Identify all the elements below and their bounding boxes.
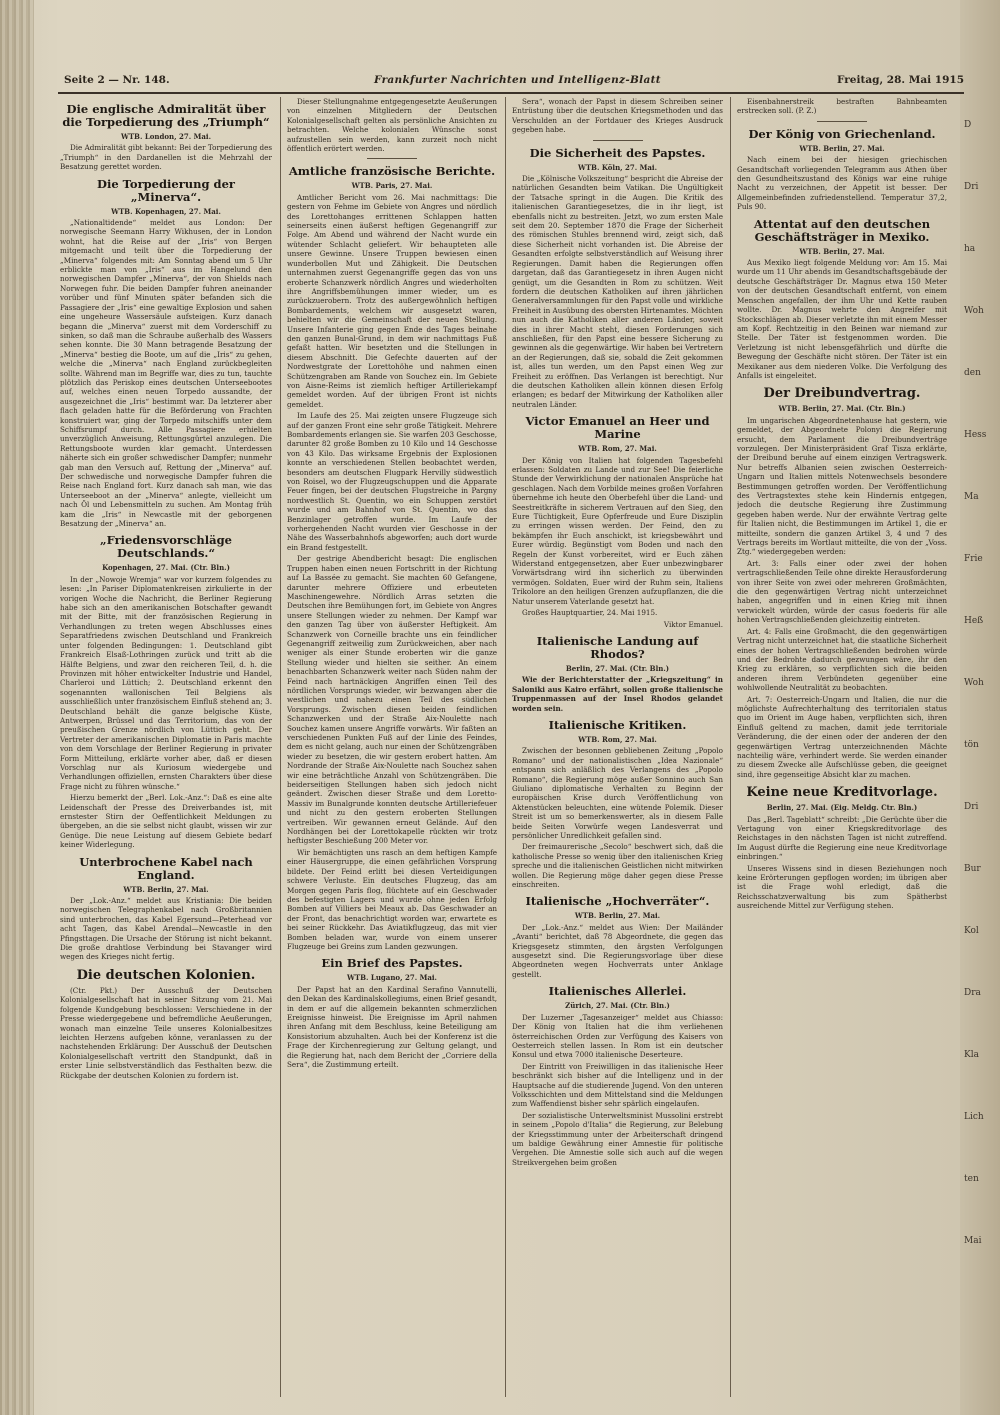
dateline: WTB. Berlin, 27. Mai. (Ctr. Bln.) [778, 404, 906, 414]
article-separator [593, 140, 643, 141]
article-text: Art. 7: Oesterreich-Ungarn und Italien, die nur die möglichste Aufrechterhaltung des territorialen status quo im Orient im Auge haben, verpflichten sich, ihren Einfluß geltend zu machen, damit jede territoriale Veränderung, die der einen oder der anderen der den gegenwärtigen Vertrag unterzeichnenden Mächte nachteilig wäre, verhindert werde. Sie werden einander zu diesem Zwecke alle Aufschlüsse geben, die geeignet sind, ihre gegenseitige Absicht klar zu machen. [737, 694, 947, 779]
adjacent-page-fragment: tön [964, 740, 979, 750]
article-text: Art. 3: Falls einer oder zwei der hohen vertragschließenden Teile ohne direkte Herausforderung von ihrer Seite von zwei oder mehreren Großmächten, die den gegenwärtigen Vertrag nicht unterzeichnet haben, angegriffen und in einen Krieg mit ihnen verwickelt würden, würde der casus foederis für alle hohen Vertragschließenden gleichzeitig eintreten. [737, 558, 947, 625]
signature-name: Viktor Emanuel. [663, 619, 723, 629]
headline-victor-emanuel: Victor Emanuel an Heer und Marine [525, 414, 710, 442]
article-text: Die „Kölnische Volkszeitung“ bespricht die Abreise der natürlichen Gesandten beim Vatikan. Die Ungültigkeit der Tatsache springt in die Augen. Die Kritik des italienischen Garantiegesetzes, die in ihr liegt, ist ebenfalls nicht zu bestreiten. Jetzt, wo zum ersten Male seit dem 20. September 1870 die Frage der Sicherheit des römischen Stuhles brennend wird, zeigt sich, daß diese Sicherheit nicht vorhanden ist. Die Abreise der Gesandten erfolgte selbstverständlich auf Weisung ihrer Regierungen. Damit haben die Regierungen offen dargetan, daß das Garantiegesetz in ihren Augen nicht genügt, um die Gesandten in Rom zu schützen. Weit fordern die deutschen Katholiken auf ihren jährlichen Generalversammlungen für den Papst volle und wirkliche Freiheit in Ausübung des obersten Hirtenamtes. Möchten nun auch die Katholiken aller anderen Länder, soweit dies in ihrer Macht steht, diesen Forderungen sich anschließen, für den Papst eine bessere Sicherung zu gewinnen als die gegenwärtige. Wir haben bei Vertretern an der Regierungen, daß sie, sobald die Zeit gekommen ist, alles tun werden, um den Papst einen Weg zur Freiheit zu eröffnen. Das Verlangen ist berechtigt. Nur die deutschen Katholiken allein können diesen Erfolg erlangen; es bedarf der Mitwirkung der Katholiken aller neutralen Länder. [512, 174, 723, 409]
article-text: Im Laufe des 25. Mai zeigten unsere Flugzeuge sich auf der ganzen Front eine sehr große Tätigkeit. Mehrere Bombardements erlangen sie. Sie warfen 203 Geschosse, darunter 82 große Bomben zu 10 Kilo und 14 Geschosse von 43 Kilo. Das wirksame Ergebnis der Explosionen konnte an verschiedenen Stellen beobachtet werden, besonders am deutschen Flugpark Hervilly südwestlich von Roisel, wo der Flugzeugschuppen und die Apparate Feuer fingen, bei der deutschen Flugstreiche in Pargny nordwestlich St. Quentin, wo ein Schuppen zerstört wurde und am Bahnhof von St. Quentin, wo das Benzinlager getroffen wurde. Im Laufe der vorhergehenden Nacht wurden vier Geschosse in der Nähe des Wasserbahnhofs abgeworfen; auch dort wurde ein Brand festgestellt. [287, 411, 497, 552]
dateline: Zürich, 27. Mai. (Ctr. Bln.) [565, 1001, 670, 1011]
adjacent-page-fragment: ten [964, 1174, 979, 1184]
headline-minerva: Die Torpedierung der „Minerva“. [97, 176, 235, 204]
headline-allerlei: Italienisches Allerlei. [548, 984, 687, 999]
article-text: Der Eintritt von Freiwilligen in das italienische Heer beschränkt sich bisher auf die Intelligenz und in der Hauptsache auf die studierende Jugend. Von den unteren Volksschichten und dem Mittelstand sind die Meldungen zum Waffendienst bisher sehr spärlich eingelaufen. [512, 1061, 723, 1109]
column-4 [737, 97, 947, 1397]
article-separator [367, 158, 417, 159]
article-text: Der König von Italien hat folgenden Tagesbefehl erlassen: Soldaten zu Lande und zur See! Die feierliche Stunde der Verwirklichung der nationalen Ansprüche hat geschlagen. Nach dem Vorbilde meines großen Vorfahren übernehme ich heute den Oberbefehl über die Land- und Seestreitkräfte in sicherem Vertrauen auf den Sieg, den Eure Tüchtigkeit, Eure Opferfreude und Eure Disziplin zu erringen wissen werden. Der Feind, den zu bekämpfen ihr Euch anschickt, ist kriegsbewährt und Eurer würdig. Begünstigt vom Boden und nach den Regeln der Kunst vorbereitet, wird er Euch zähen Widerstand entgegensetzen, aber Euer unbezwingbarer Vorwärtsdrang wird ihn sicherlich zu überwinden vermögen. Soldaten, Euer wird der Ruhm sein, Italiens Trikolore an den heiligen Grenzen aufzupflanzen, die die Natur unserem Vaterlande gesetzt hat. [512, 455, 723, 606]
article-text: Der Papst hat an den Kardinal Serafino Vannutelli, den Dekan des Kardinalskollegiums, einen Brief gesandt, in dem er auf die allgemein bekannten schmerzlichen Ereignisse hinweist. Die Ereignisse im April nahmen ihren Anfang mit dem Beschluss, keine Beteiligung am Konsistorium abzuhalten. Auch bei der Konferenz ist die Frage der Kirchenregierung zur Geltung gelangt, und die Regierung hat, nach dem Bericht der „Corriere della Sera“, die Zustimmung erteilt. [287, 984, 497, 1069]
adjacent-page-fragment: ha [964, 244, 976, 254]
article-text: Hierzu bemerkt der „Berl. Lok.-Anz.“: Daß es eine alte Leidenschaft der Presse des Dreiverbandes ist, mit ernstester Stirn der Oeffentlichkeit Meldungen zu übergeben, an die sie selbst nicht glaubt, wissen wir zur Genüge. Die neue Leistung auf diesem Gebiete bedarf keiner Widerlegung. [60, 793, 272, 850]
article-text: Der „Lok.-Anz.“ meldet aus Wien: Der Mailänder „Avanti“ berichtet, daß 78 Abgeordnete, die gegen das Kriegsgesetz stimmten, den ärgsten Verfolgungen ausgesetzt sind. Die Regierungsvorlage über diese Abgeordneten wegen Hochverrats unter Anklage gestellt. [512, 922, 723, 979]
article-text: „Nationaltidende“ meldet aus London: Der norwegische Seemann Harry Wikhusen, der in London wohnt, hat die Reise auf der „Iris“ von Bergen mitgemacht und teilt über die Torpedierung der „Minerva“ folgendes mit: Am Sonntag abend um 5 Uhr erblickte man von „Iris“ aus im Hangelund den norwegischen Dampfer „Minerva“, der von Shields nach Norwegen fuhr. Die beiden Dampfer fuhren aneinander vorüber und fünf Minuten später befanden sich die Passagiere der „Iris“ eine gewaltige Explosion und sahen eine ungeheure Wassersäule aufsteigen. Kurz danach begann die „Minerva“ zuerst mit dem Vorderschiff zu sinken, so daß man die Schraube außerhalb des Wassers sehen konnte. Die 30 Mann betragende Besatzung der „Minerva“ bestieg die Boote, um auf die „Iris“ zu gehen, welche die „Minerva“ nach England zurückbegleiten sollte. Während man im Begriffe war, dies zu tun, tauchte plötzlich das Periskop eines deutschen Unterseebootes auf, welches einen neuen Torpedo aussandte, der ausgezeichnet die „Iris“ bestimmt war. Da letzterer aber flach geladen hatte für die Beförderung von Frachten konstruiert war, ging der Torpedo mitschiffs unter dem Schiffsrumpf durch. Alle Passagiere erhielten unverzüglich Anweisung, Rettungsgürtel anzulegen. Die Rettungsboote wurden klar gemacht. Unterdessen näherte sich ein großer schwedischer Dampfer; nunmehr gab man den Versuch auf, Rettung der „Minerva“ auf. Der schwedische und norwegische Dampfer fuhren die Reise nach England fort. Kurz danach sah man, wie das Unterseeboot an der „Minerva“ anlegte, vielleicht um nach Öl und Lebensmitteln zu suchen. Am Montag früh kam die „Iris“ in Newcastle mit der geborgenen Besatzung der „Minerva“ an. [60, 218, 272, 529]
adjacent-page-fragment: Lich [964, 1112, 984, 1122]
column-rule [505, 97, 506, 1397]
headline-attentat-mexiko: Attentat auf den deutschen Geschäftsträger in Mexiko. [753, 216, 931, 244]
article-text: Der freimaurerische „Secolo“ beschwert sich, daß die katholische Presse so wenig über den italienischen Krieg spreche und die italienischen Geistlichen nicht mitwirken wollen. Die Regierung möge daher gegen diese Presse einschreiten. [512, 842, 723, 890]
article-text: Unseres Wissens sind in diesen Beziehungen noch keine Erörterungen gepflogen worden; im übrigen aber ist die Frage wohl erledigt, daß die Reichsschatzverwaltung bis zum Spätherbst ausreichende Mittel zur Verfügung stehen. [737, 863, 947, 911]
article-text: Der sozialistische Unterweltsminist Mussolini erstrebt in seinem „Popolo d'Italia“ die Regierung, zur Belebung der Kriegsstimmung unter der Arbeiterschaft dringend um baldige Gewährung einer Amnestie für politische Vergehen. Die Amnestie solle sich auch auf die wegen Streikvergehen beim großen [512, 1110, 723, 1167]
dateline: WTB. Rom, 27. Mai. [578, 444, 657, 454]
article-text: Der gestrige Abendbericht besagt: Die englischen Truppen haben einen neuen Fortschritt in der Richtung auf La Bassée zu gemacht. Sie machten 60 Gefangene, darunter mehrere Offiziere und erbeuteten Maschinengewehre. Nördlich Arras setzten die Deutschen ihre Bemühungen fort, im Gebiete von Angres unsere Stellungen wieder zu nehmen. Der Kampf war den ganzen Tag über von äußerster Heftigkeit. Am Schanzwerk von Corneille brachte uns ein feindlicher Gegenangriff zeitweilig zum Zurückweichen, aber nach weniger als einer Stunde eroberten wir die ganze Stellung wieder und hielten sie seither. An einem benachbarten Schanzwerk weiter nach Süden nahm der Feind nach hartnäckigen Angriffen einen Teil des nördlichen Vorsprungs wieder, wir bezwangen aber die westlichen und nahezu einen Teil des südlichen Vorsprungs. Zwischen diesen beiden feindlichen Schanzwerken und der Straße Aix-Noulette nach Souchez kamen unsere Angriffe vorwärts. Wir faßten an verschiedenen Punkten Fuß auf der Linie des Feindes, dem es nicht gelang, auch nur einen der Schützengräben wieder zu besetzen, die wir gestern erobert hatten. Am Nordrande der Straße Aix-Noulette nach Souchez sahen wir eine beträchtliche Anzahl von Schützengräben. Die beiderseitigen Stellungen haben sich jedoch nicht geändert. Zwischen dieser Straße und dem Loretto-Massiv im Bunalgrunde konnten deutsche Artilleriefeuer und nicht zu den gestern eroberten Stellungen vertreiben. Wir gewannen erneut Gelände. Auf den Nordhängen bei der Lorettokapelle rückten wir trotz heftigster Beschießung 200 Meter vor. [287, 554, 497, 846]
adjacent-page-fragment: Kol [964, 926, 979, 936]
column-rule [730, 97, 731, 1397]
article-text: Nach einem bei der hiesigen griechischen Gesandtschaft vorliegenden Telegramm aus Athen über den Gesundheitszustand des Königs war eine ruhige Nacht zu verzeichnen, der Appetit ist besser. Der Allgemeinbefinden zufriedenstellend. Temperatur 37,2, Puls 90. [737, 155, 947, 212]
signature-place: Großes Hauptquartier, 24. Mai 1915. [522, 608, 658, 618]
adjacent-page-fragment: Hess [964, 430, 987, 440]
dateline: WTB. Berlin, 27. Mai. [799, 246, 885, 256]
article-text: Sera“, wonach der Papst in diesem Schreiben seiner Entrüstung über die deutschen Kriegsmethoden und das Verschulden an der Fortdauer des Krieges Ausdruck gegeben habe. [512, 97, 723, 135]
article-text: Eisenbahnerstreik bestraften Bahnbeamten erstrecken soll. (P. Z.) [737, 97, 947, 116]
article-text: Art. 4: Falls eine Großmacht, die den gegenwärtigen Vertrag nicht unterzeichnet hat, die staatliche Sicherheit eines der hohen Vertragschließenden bedrohen würde und der Bedrohte dadurch gezwungen wäre, ihr den Krieg zu erklären, so verpflichten sich die beiden anderen ihrem Verbündeten gegenüber eine wohlwollende Neutralität zu beobachten. [737, 626, 947, 693]
dateline: Berlin, 27. Mai. (Ctr. Bln.) [565, 663, 670, 673]
column-rule [280, 97, 281, 1397]
left-binding-edge [0, 0, 34, 1415]
article-text: Zwischen der besonnen gebliebenen Zeitung „Popolo Romano“ und der nationalistischen „Idea Nazionale“ entspann sich anläßlich des Verlangens des „Popolo Romano“, die Regierung möge außer Sonnino auch San Giuliano diplomatische Verhalten zu Beginn der europäischen Krise durch Veröffentlichung von Aktenstücken beleuchten, eine wütende Polemik. Dieser Streit ist um so bemerkenswerter, als in diesem Falle beide Seiten Vorwürfe wegen Landesverrat und persönlicher Unredlichkeit gefallen sind. [512, 746, 723, 840]
dateline: WTB. Kopenhagen, 27. Mai. [111, 206, 221, 216]
article-text: In der „Nowoje Wremja“ war vor kurzem folgendes zu lesen: „In Pariser Diplomatenkreisen zirkulierte in der vorigen Woche die Nachricht, die Berliner Regierung habe sich an den amerikanischen Botschafter gewandt mit der Bitte, mit der französischen Regierung in Verhandlungen zu treten wegen Abschlusses eines Separatfriedens zwischen Deutschland und Frankreich unter folgenden Bedingungen: 1. Deutschland gibt Frankreich Elsaß-Lothringen zurück und tritt ab die Hälfte Belgiens, und zwar den reicheren Teil, d. h. die Provinzen mit höher entwickelter Industrie und Handel, Charleroi und Lüttich; 2. Deutschland erkennt den sogenannten wallonischen Teil Belgiens als ausschließlich unter französischem Einfluß stehend an; 3. Deutschland behält die ganze belgische Küste, Antwerpen, Brüssel und das Territorium, das von der preußischen Grenze nördlich von Lüttich geht. Der Vertreter der amerikanischen Diplomatie in Paris machte von dem Vorschlage der Berliner Regierung in privater Form Mitteilung, erklärte vorher aber, daß er diesen Vorschlag nur als Kuriosum wiedergebe und Verhandlungen offiziellen, ernsten Charakters über diese Frage nicht zu führen wünsche.“ [60, 574, 272, 791]
article-text: Das „Berl. Tageblatt“ schreibt: „Die Gerüchte über die Vertagung von einer Kriegskreditvorlage des Reichstages in den nächsten Tagen ist nicht zutreffend. Im August dürfte die Regierung eine neue Kreditvorlage einbringen.“ [737, 814, 947, 862]
dateline: WTB. Rom, 27. Mai. [578, 734, 657, 744]
adjacent-page-fragment: Frie [964, 554, 983, 564]
adjacent-page-fragment: Dra [964, 988, 981, 998]
article-text: (Ctr. Pkt.) Der Ausschuß der Deutschen Kolonialgesellschaft hat in seiner Sitzung vom 21. Mai folgende Kundgebung beschlossen: Verschiedene in der Presse wiedergegebene und befremdliche Aeußerungen, wonach man einzelne Teile unseres Kolonialbesitzes leichten Herzens aufgeben könne, veranlassen zu der nachstehenden Erklärung: Der Ausschuß der Deutschen Kolonialgesellschaft vertritt den Standpunkt, daß in erster Linie selbstverständlich das Festhalten bezw. die Rückgabe der deutschen Kolonien zu fordern ist. [60, 985, 272, 1080]
headline-kabel: Unterbrochene Kabel nach England. [79, 854, 253, 882]
dateline: WTB. Köln, 27. Mai. [577, 162, 658, 172]
dateline: WTB. London, 27. Mai. [120, 132, 212, 141]
article-separator [817, 121, 867, 122]
headline-kolonien: Die deutschen Kolonien. [76, 967, 256, 983]
headline-italienische-kritiken: Italienische Kritiken. [548, 717, 687, 732]
adjacent-page-fragment: Kla [964, 1050, 979, 1060]
adjacent-page-fragment: Dri [964, 182, 979, 192]
article-text: Aus Mexiko liegt folgende Meldung vor: Am 15. Mai wurde um 11 Uhr abends im Gesandtschaftsgebäude der deutsche Geschäftsträger Dr. Magnus etwa 150 Meter von der deutschen Gesandtschaft entfernt, von einem Menschen angefallen, der ihm Uhr und Kette rauben wollte. Dr. Magnus wehrte den Angreifer mit Stockschlägen ab. Dieser verletzte ihn mit einem Messer am Kopf. Rechtzeitig in den Beinen war niemand zur Stelle. Der Täter ist festgenommen worden. Die Verletzung ist nicht lebensgefährlich und dürfte die Bewegung der Geschäfte nicht stören. Der Täter ist ein Mexikaner aus dem niederen Volke. Die Verfolgung des Anfalls ist eingeleitet. [737, 258, 947, 380]
headline-kreditvorlage: Keine neue Kreditvorlage. [746, 785, 938, 801]
dateline: WTB. Berlin, 27. Mai. [799, 143, 885, 153]
column-1 [60, 97, 272, 1397]
adjacent-page-fragment: den [964, 368, 981, 378]
dateline: WTB. Berlin, 27. Mai. [123, 884, 209, 894]
dateline: WTB. Lugano, 27. Mai. [347, 973, 437, 983]
article-text: Im ungarischen Abgeordnetenhause hat gestern, wie gemeldet, der Abgeordnete Polonyi die Regierung ersucht, dem Parlament die Dreibundverträge vorzulegen. Der Ministerpräsident Graf Tisza erklärte, der Dreibund beruhe auf einem einzigen Vertragswerk. Nur betreffs Albanien seien zwischen Oesterreich-Ungarn und Italien mittels Notenwechsels besondere Bestimmungen getroffen worden. Der Veröffentlichung des Vertragstextes stehe kein Hindernis entgegen, jedoch die deutsche Regierung ihre Zustimmung gegeben haben werde. Nur der erwähnte Vertrag gelte für Italien nicht, die Bestimmungen im Artikel 1, die er mitteilte, sondern die ganzen Artikel 3, 4 und 7 des Vertrags bereits im Wortlaut mitteilte, die von der „Voss. Ztg.“ wiedergegeben werden: [737, 415, 947, 557]
headline-franzoesische-berichte: Amtliche französische Berichte. [288, 164, 496, 179]
headline-friedensvorschlaege: „Friedensvorschläge Deutschlands.“ [100, 533, 232, 561]
adjacent-page-fragment: Woh [964, 306, 984, 316]
headline-sicherheit-papstes: Die Sicherheit des Papstes. [529, 145, 706, 160]
newspaper-masthead: Frankfurter Nachrichten und Intelligenz-Blatt [374, 74, 661, 86]
adjacent-page-fragment: Dri [964, 802, 979, 812]
article-text: Wie der Berichterstatter der „Kriegszeitung“ in Saloniki aus Kairo erfährt, sollen große italienische Truppenmassen auf der Insel Rhodos gelandet worden sein. [512, 675, 723, 713]
article-text: Amtlicher Bericht vom 26. Mai nachmittags: Die gestern von Fehme im Gebiete von Angres und nördlich des Lorettohanges errittenen Schlappen hatten seinerseits einen äußerst heftigen Gegenangriff zur Folge. Am Abend und während der Nacht wurde ein wütender Schlacht geliefert. Wir behaupteten alle unsere Gewinne. Unsere Truppen bewiesen einen wunderbollen Mut und Zähigkeit. Die Deutschen unternahmen zuerst Gegenangriffe gegen das von uns eroberte Schanzwerk nördlich Angres und wiederholten ihre Angriffsbemühungen immer wieder, um es zurückzuerobern. Trotz des außergewöhnlich heftigen Bombardements, welchem wir ausgesetzt waren, behielten wir die Gemeinschaft der neuen Stellung. Unsere Infanterie ging gegen Ende des Tages beinahe den ganzen Bunal-Grund, in dem wir nachmittags Fuß gefaßt hatten. Wir besetzten und die Stellungen in diesem Abschnitt. Die Gefechte dauerten auf der Nordwestgrate der Lorettohöhe und nahmen einen Schützengraben am Rande von Souchez ein. Im Gebiete von Aisne-Reims ist ziemlich heftiger Artilleriekampf gemeldet worden. Auf der übrigen Front ist nichts gemeldet. [287, 192, 497, 409]
dateline: WTB. Paris, 27. Mai. [351, 181, 433, 191]
article-text: Der „Lok.-Anz.“ meldet aus Kristiania: Die beiden norwegischen Telegraphenkabel nach Großbritannien sind unterbrochen, das Kabel Egersund—Peterhead vor acht Tagen, das Kabel Arendal—Newcastle in den Pfingsttagen. Die Ursache der Störung ist nicht bekannt. Die große drahtlose Verbindung bei Stavanger wird wegen des Krieges nicht fertig. [60, 896, 272, 962]
headline-hochverraeter: Italienische „Hochverräter“. [525, 894, 710, 909]
headline-dreibundvertrag: Der Dreibundvertrag. [763, 386, 921, 402]
adjacent-page-fragment: D [964, 120, 972, 130]
dateline: Kopenhagen, 27. Mai. (Ctr. Bln.) [102, 563, 230, 573]
article-text: Wir bemächtigten uns rasch an dem heftigen Kampfe einer Häusergruppe, die einen gefährlichen Vorsprung bildete. Der Feind erlitt bei diesen Verteidigungen schwere Verluste. Ein deutsches Flugzeug, das am Morgen gegen Paris flog, flüchtete auf ein Geschwader des befestigten Lagers und wurde ohne jeden Erfolg Bomben auf Villiers bei Meaux ab. Das Geschwader an der Front, das benachrichtigt worden war, erwartete es bei seiner Rückkehr. Das Aviatikflugzeug, das mit vier Bomben beladen war, wurde von einem unserer Flugzeuge bei Greins zum Landen gezwungen. [287, 847, 497, 951]
article-text: Der Luzerner „Tagesanzeiger“ meldet aus Chiasso: Der König von Italien hat die ihm verliehenen österreichischen Orden zur Verfügung des Kaisers von Oesterreich stellen lassen. In Rom ist ein deutscher Konsul und etwa 7000 italienische Deserteure. [512, 1012, 723, 1060]
header-rule [58, 92, 964, 94]
adjacent-page-fragment: Mai [964, 1236, 982, 1246]
issue-date: Freitag, 28. Mai 1915 [837, 74, 964, 86]
right-adjacent-page-edge [960, 0, 1000, 1415]
column-3 [512, 97, 723, 1397]
headline-rhodos: Italienische Landung auf Rhodos? [536, 633, 699, 661]
column-2 [287, 97, 497, 1397]
dateline: Berlin, 27. Mai. (Eig. Meldg. Ctr. Bln.) [766, 803, 918, 813]
adjacent-page-fragment: Heß [964, 616, 984, 626]
adjacent-page-fragment: Bur [964, 864, 981, 874]
article-text: Dieser Stellungnahme entgegengesetzte Aeußerungen von einzelnen Mitgliedern der Deutschen Kolonialgesellschaft gelten als persönliche Ansichten zu betrachten. Welche kolonialen Wünsche sonst aufzustellen sein werden, kann zurzeit noch nicht öffentlich erörtert werden. [287, 97, 497, 154]
headline-admiralitaet: Die englische Admiralität über die Torpedierung des „Triumph“ [62, 102, 270, 129]
page-number: Seite 2 — Nr. 148. [64, 74, 170, 86]
page-header [64, 74, 964, 92]
adjacent-page-fragment: Ma [964, 492, 979, 502]
adjacent-page-fragment: Woh [964, 678, 984, 688]
headline-brief-des-papstes: Ein Brief des Papstes. [321, 956, 463, 971]
dateline: WTB. Berlin, 27. Mai. [574, 911, 661, 921]
headline-koenig-griechenland: Der König von Griechenland. [748, 126, 936, 141]
article-text: Die Admiralität gibt bekannt: Bei der Torpedierung des „Triumph“ in den Dardanellen ist die Mehrzahl der Besatzung gerettet worden. [60, 143, 272, 172]
